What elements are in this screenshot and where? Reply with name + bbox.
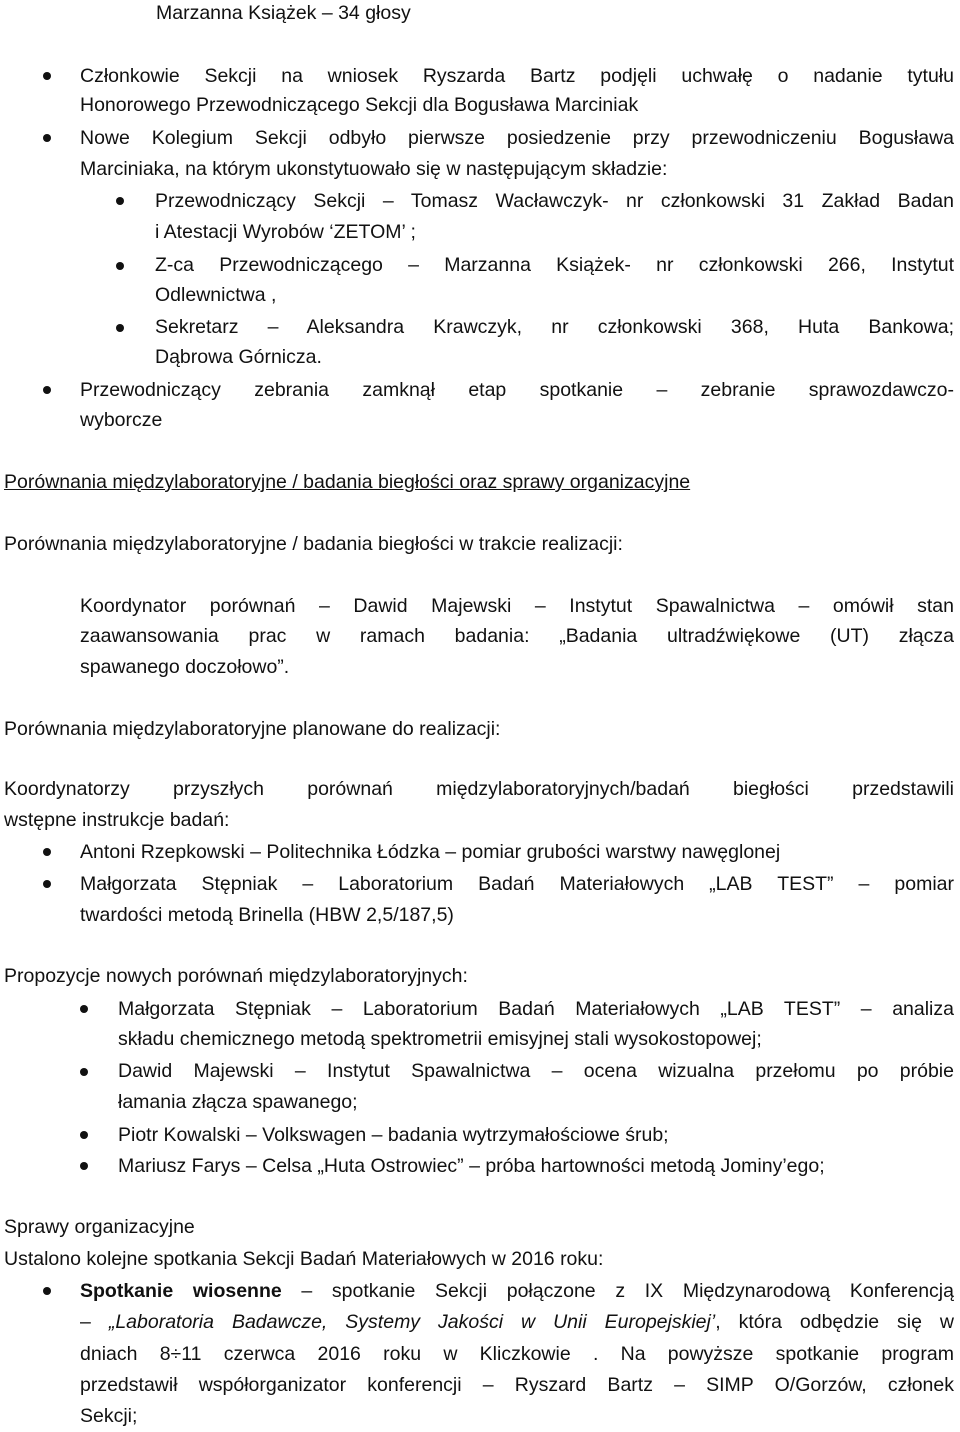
subsection-heading: Porównania międzylaboratoryjne / badania biegłości w trakcie realizacji: — [4, 533, 623, 555]
list-item-text: twardości metodą Brinella (HBW 2,5/187,5) — [80, 904, 454, 926]
list-item-text: dniach 8÷11 czerwca 2016 roku w Kliczkowie . Na powyższe spotkanie program — [80, 1343, 954, 1365]
list-item-text: składu chemicznego metodą spektrometrii emisyjnej stali wysokostopowej; — [118, 1028, 762, 1050]
text-run: , która odbędzie się w — [715, 1311, 954, 1333]
bullet-icon — [80, 1068, 88, 1076]
list-item-text: Dawid Majewski – Instytut Spawalnictwa – ocena wizualna przełomu po próbie — [118, 1060, 954, 1082]
subsection-heading: Propozycje nowych porównań międzylaboratoryjnych: — [4, 965, 468, 987]
list-item-text: Honorowego Przewodniczącego Sekcji dla Bogusława Marciniak — [80, 94, 639, 116]
list-item-text: Odlewnictwa , — [155, 284, 277, 306]
bullet-icon — [80, 1162, 88, 1170]
text-run: – — [80, 1311, 109, 1333]
section-heading: Porównania międzylaboratoryjne / badania biegłości oraz sprawy organizacyjne — [4, 471, 691, 493]
list-item-text: Sekcji; — [80, 1405, 138, 1427]
bullet-icon — [80, 1131, 88, 1139]
list-item-text: Dąbrowa Górnicza. — [155, 346, 322, 368]
subsection-heading: Sprawy organizacyjne — [4, 1216, 195, 1238]
list-item-text: i Atestacji Wyrobów ‘ZETOM’ ; — [155, 221, 416, 243]
list-item-text: Z-ca Przewodniczącego – Marzanna Książek- nr członkowski 266, Instytut — [155, 254, 954, 276]
list-item-text: Członkowie Sekcji na wniosek Ryszarda Bartz podjęli uchwałę o nadanie tytułu — [80, 65, 954, 87]
subsection-heading: Porównania międzylaboratoryjne planowane do realizacji: — [4, 718, 501, 740]
list-item-text: łamania złącza spawanego; — [118, 1091, 358, 1113]
bullet-icon — [43, 386, 51, 394]
list-item-text: Przewodniczący Sekcji – Tomasz Wacławczyk- nr członkowski 31 Zakład Badan — [155, 190, 954, 212]
bullet-icon — [43, 1287, 51, 1295]
paragraph-line: zaawansowania prac w ramach badania: „Badania ultradźwiękowe (UT) złącza — [80, 625, 954, 647]
italic-title: „Laboratoria Badawcze, Systemy Jakości w Unii Europejskiej’ — [108, 1311, 716, 1333]
list-item-text: Małgorzata Stępniak – Laboratorium Badań Materiałowych „LAB TEST” – analiza — [118, 998, 954, 1020]
bullet-icon — [43, 880, 51, 888]
bullet-icon — [116, 262, 124, 270]
paragraph-line: Koordynator porównań – Dawid Majewski – Instytut Spawalnictwa – omówił stan — [80, 595, 954, 617]
bullet-icon — [116, 324, 124, 332]
bullet-icon — [43, 134, 51, 142]
paragraph-line: wstępne instrukcje badań: — [4, 809, 230, 831]
list-item-text: Nowe Kolegium Sekcji odbyło pierwsze posiedzenie przy przewodniczeniu Bogusława — [80, 127, 954, 149]
paragraph-line: Koordynatorzy przyszłych porównań międzylaboratoryjnych/badań biegłości przedstawili — [4, 778, 954, 800]
list-item-text: wyborcze — [80, 409, 163, 431]
list-item-text: Piotr Kowalski – Volkswagen – badania wytrzymałościowe śrub; — [118, 1124, 669, 1146]
list-item-text: Małgorzata Stępniak – Laboratorium Badań Materiałowych „LAB TEST” – pomiar — [80, 873, 954, 895]
bullet-icon — [43, 848, 51, 856]
list-item-text: przedstawił współorganizator konferencji – Ryszard Bartz – SIMP O/Gorzów, członek — [80, 1374, 954, 1396]
bullet-icon — [43, 72, 51, 80]
bullet-icon — [116, 197, 124, 205]
list-item-text: Przewodniczący zebrania zamknął etap spotkanie – zebranie sprawozdawczo- — [80, 379, 954, 401]
text-line: Marzanna Książek – 34 głosy — [156, 2, 411, 24]
bold-phrase: Spotkanie wiosenne — [80, 1280, 282, 1302]
list-item-text: Mariusz Farys – Celsa „Huta Ostrowiec” – próba hartowności metodą Jominy’ego; — [118, 1155, 825, 1177]
list-item-text — [80, 1275, 954, 1307]
bullet-icon — [80, 1005, 88, 1013]
list-item-text — [80, 1306, 954, 1338]
text-run: – spotkanie Sekcji połączone z IX Międzynarodową Konferencją — [281, 1280, 954, 1302]
paragraph-line: Ustalono kolejne spotkania Sekcji Badań Materiałowych w 2016 roku: — [4, 1248, 604, 1270]
list-item-text: Sekretarz – Aleksandra Krawczyk, nr członkowski 368, Huta Bankowa; — [155, 316, 954, 338]
paragraph-line: spawanego doczołowo”. — [80, 656, 290, 678]
list-item-text: Marciniaka, na którym ukonstytuowało się w następującym składzie: — [80, 158, 668, 180]
list-item-text: Antoni Rzepkowski – Politechnika Łódzka – pomiar grubości warstwy nawęglonej — [80, 841, 781, 863]
